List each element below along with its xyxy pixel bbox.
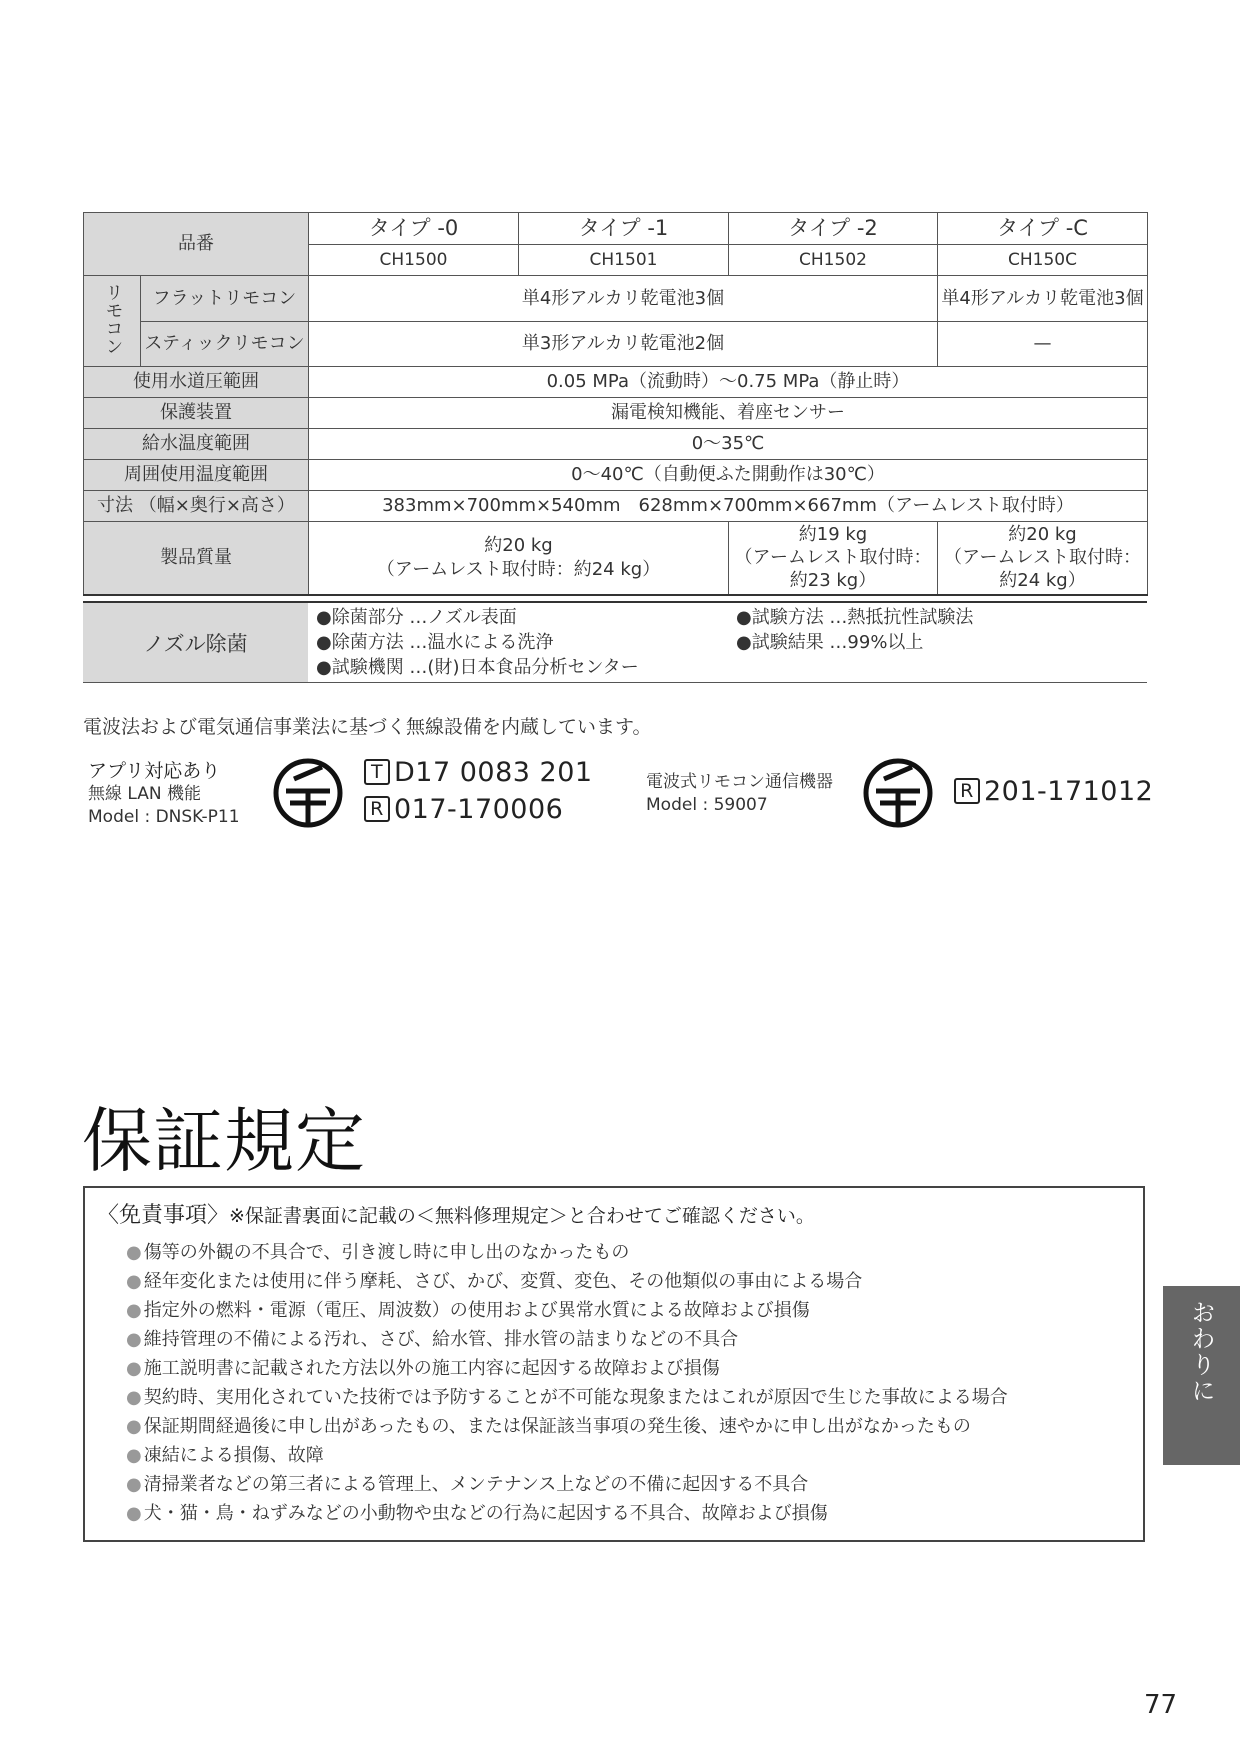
radio-law-note: 電波法および電気通信事業法に基づく無線設備を内蔵しています。 [83,716,652,738]
nozzle-right-list [728,602,1147,683]
nozzle-label: ノズル除菌 [83,602,308,683]
nozzle-table [83,601,1147,683]
type-0-header: タイプ -0 [309,213,519,245]
nozzle-left-list [308,602,728,683]
mass-value-type01: 約20 kg （アームレスト取付時：約24 kg） [309,522,729,595]
page-number: 77 [1144,1690,1178,1720]
spec-table [83,212,1148,596]
ambient-temp-value: 0～40℃（自動便ふた開動作は30℃） [309,460,1148,491]
disclaimer-list [126,1238,1008,1528]
model-ch1500: CH1500 [309,245,519,276]
cert1-description: アプリ対応あり 無線 LAN 機能 Model : DNSK-P11 [88,760,240,827]
type-c-header: タイプ -C [938,213,1148,245]
mass-value-type2: 約19 kg （アームレスト取付時： 約23 kg） [729,522,938,595]
pressure-label: 使用水道圧範囲 [84,367,309,398]
protection-label: 保護装置 [84,398,309,429]
page-title: 保証規定 [82,1100,366,1182]
list-item: ● 清掃業者などの第三者による管理上、メンテナンス上などの不備に起因する不具合 [126,1474,809,1495]
mass-value-typec: 約20 kg （アームレスト取付時： 約24 kg） [938,522,1148,595]
list-item: ● 契約時、実用化されていた技術では予防することが不可能な現象またはこれが原因で生じた事故による場合 [126,1387,1008,1408]
size-value: 383mm×700mm×540mm 628mm×700mm×667mm（アームレスト取付時） [309,491,1148,522]
list-item: ● 保証期間経過後に申し出があったもの、または保証該当事項の発生後、速やかに申し出がなかったもの [126,1416,971,1437]
list-item: ● 傷等の外観の不具合で、引き渡し時に申し出のなかったもの [126,1242,630,1263]
giteki-mark-icon [272,757,344,829]
flat-remocon-value-c: 単4形アルカリ乾電池3個 [938,276,1148,322]
list-item: ● 指定外の燃料・電源（電圧、周波数）の使用および異常水質による故障および損傷 [126,1300,810,1321]
disclaimer-heading: 〈免責事項〉※保証書裏面に記載の＜無料修理規定＞と合わせてご確認ください。 [97,1203,815,1228]
list-item: ● 凍結による損傷、故障 [126,1445,324,1466]
water-temp-value: 0～35℃ [309,429,1148,460]
list-item: ● 経年変化または使用に伴う摩耗、さび、かび、変質、変色、その他類似の事由による場合 [126,1271,863,1292]
protection-value: 漏電検知機能、着座センサー [309,398,1148,429]
stick-remocon-value-c: — [938,322,1148,367]
cert2-r-code: R 201-171012 [954,776,1153,807]
giteki-mark-icon [862,757,934,829]
stick-remocon-value: 単3形アルカリ乾電池2個 [309,322,938,367]
nozzle-item: ●試験方法 …熱抵抗性試験法 [736,607,974,628]
section-tab-label: おわりに [1187,1300,1215,1404]
water-temp-label: 給水温度範囲 [84,429,309,460]
disclaimer-box [83,1186,1145,1542]
type-2-header: タイプ -2 [729,213,938,245]
remocon-label: リモコン [84,276,141,367]
cert1-t-code: T D17 0083 201 [364,757,593,788]
product-no-label: 品番 [84,213,309,276]
nozzle-item: ●試験結果 …99%以上 [736,632,924,653]
type-1-header: タイプ -1 [519,213,729,245]
model-ch1501: CH1501 [519,245,729,276]
mass-label: 製品質量 [84,522,309,595]
stick-remocon-label: スティックリモコン [141,322,309,367]
section-tab[interactable] [1163,1286,1240,1465]
flat-remocon-value: 単4形アルカリ乾電池3個 [309,276,938,322]
r-mark-icon: R [364,796,390,822]
model-ch150c: CH150C [938,245,1148,276]
list-item: ● 維持管理の不備による汚れ、さび、給水管、排水管の詰まりなどの不具合 [126,1329,739,1350]
nozzle-item: ●除菌部分 …ノズル表面 [316,607,517,628]
r-mark-icon: R [954,778,980,804]
nozzle-item: ●試験機関 …(財)日本食品分析センター [316,657,639,678]
flat-remocon-label: フラットリモコン [141,276,309,322]
list-item: ● 施工説明書に記載された方法以外の施工内容に起因する故障および損傷 [126,1358,720,1379]
cert1-r-code: R 017-170006 [364,794,563,825]
ambient-temp-label: 周囲使用温度範囲 [84,460,309,491]
list-item: ● 犬・猫・鳥・ねずみなどの小動物や虫などの行為に起因する不具合、故障および損傷 [126,1503,828,1524]
t-mark-icon: T [364,759,390,785]
nozzle-item: ●除菌方法 …温水による洗浄 [316,632,554,653]
size-label: 寸法 （幅×奥行×高さ） [84,491,309,522]
cert2-description: 電波式リモコン通信機器 Model : 59007 [646,772,833,815]
pressure-value: 0.05 MPa（流動時）～0.75 MPa（静止時） [309,367,1148,398]
model-ch1502: CH1502 [729,245,938,276]
